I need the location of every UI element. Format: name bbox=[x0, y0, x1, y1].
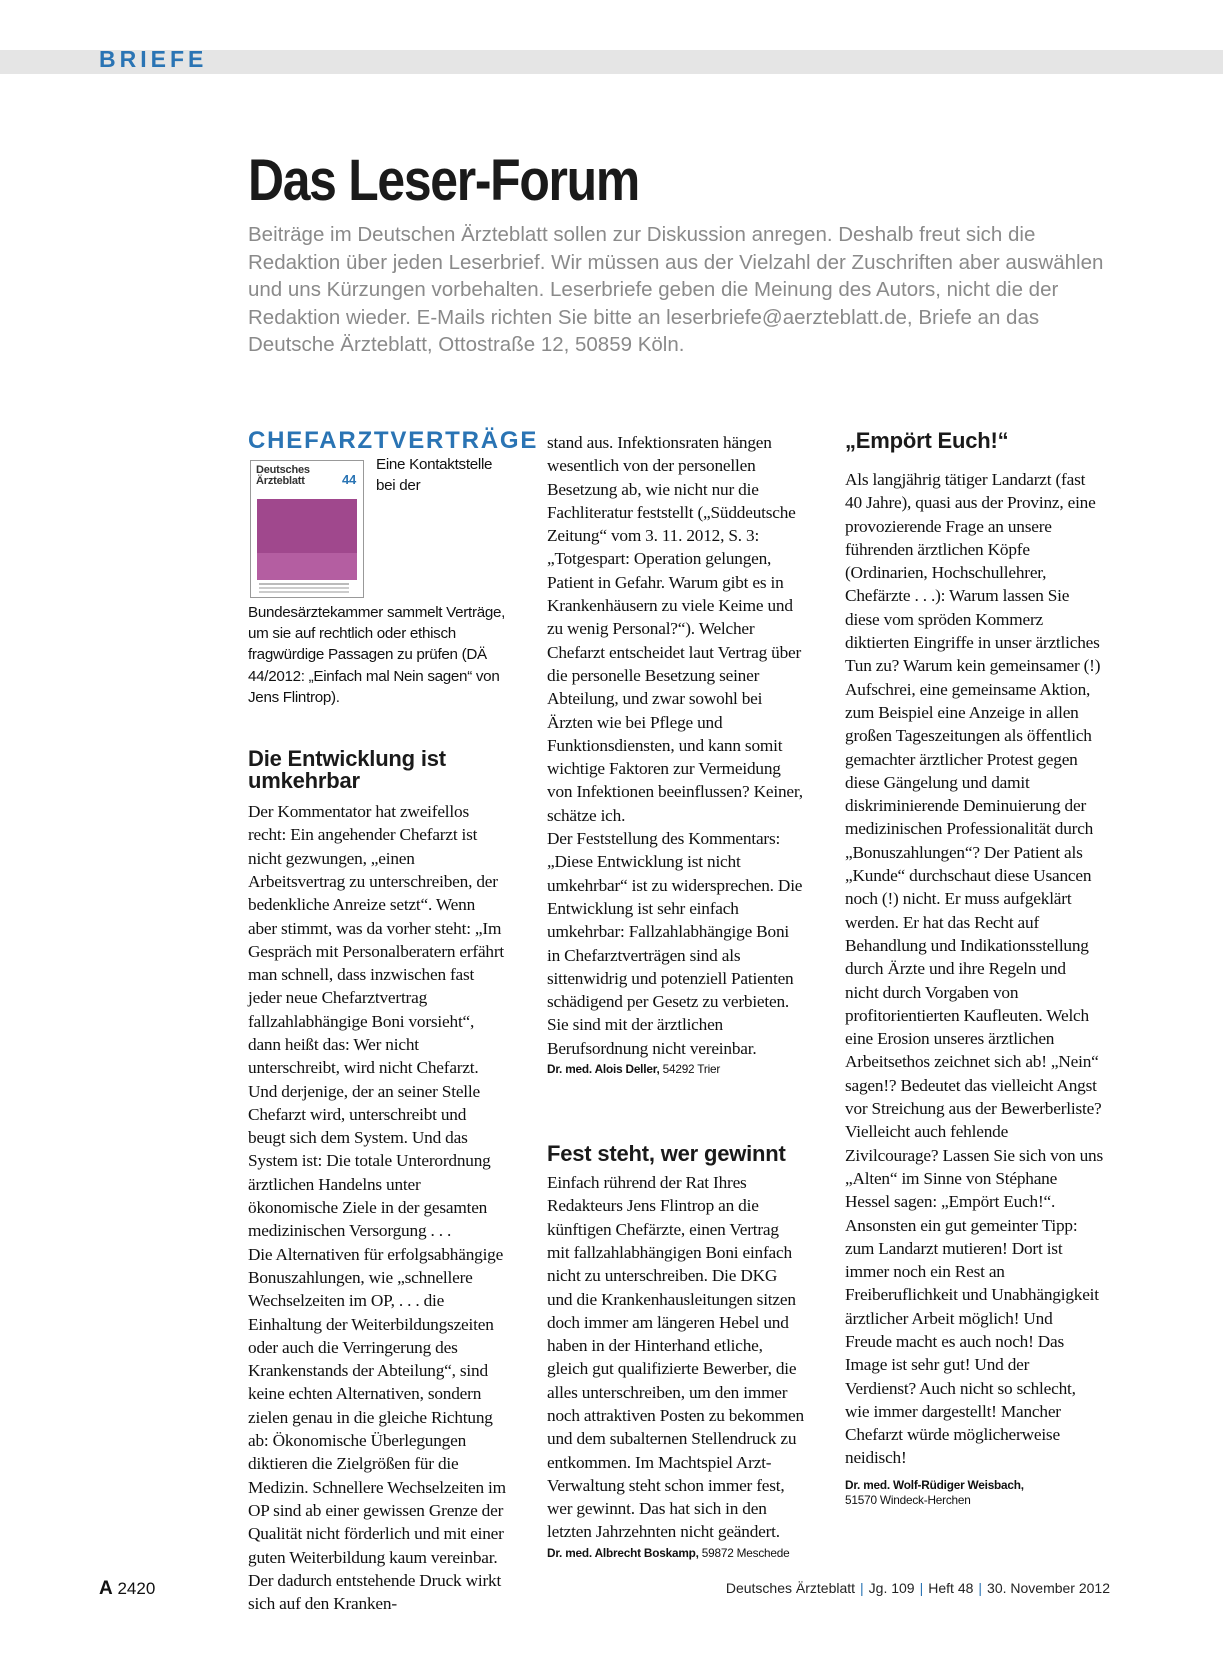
letter-3-paragraph-1: Als langjährig tätiger Landarzt (fast 40 Jahre), quasi aus der Provinz, eine provozierende Frage an unsere führenden ärztlichen Köpfe (Ordinarien, Hochschullehrer, Chefärzte . . .): Warum lassen Sie diese vom spröden Kommerz diktierten Eingriffe in unser ärztliches Tun zu? Warum kein gemeinsamer (!) Aufschrei, eine gemeinsame Aktion, zum Beispiel eine Anzeige in allen großen Tageszeitungen als öffentlich gemachter ärztlicher Protest gegen diese Gängelung und damit diskriminierende Deminuierung der medizinischen Professionalität durch „Bonuszahlungen“? Der Patient als „Kunde“ durchschaut diese Usancen noch (!) nicht. Er muss aufgeklärt werden. Er hat das Recht auf Behandlung und Indikationsstellung durch Ärzte und ihre Regeln und nicht durch Vorgaben von profitorientierten Kaufleuten. Welch eine Erosion unseres ärztlichen Arbeitsethos zeichnet sich ab! „Nein“ sagen!? Bedeutet das vielleicht Angst vor Streichung aus der Bewerberliste? Vielleicht auch fehlende Zivilcourage? Lassen Sie sich von uns „Alten“ im Sinne von Stéphane Hessel sagen: „Empört Euch!“. Ansonsten ein gut gemeinter Tipp: zum Landarzt mutieren! Dort ist immer noch ein Rest an Freiberuflichkeit und Unabhängigkeit ärztlicher Arbeit möglich! Und Freude macht es auch noch! Das Image ist sehr gut! Und der Verdienst? Auch nicht so schlecht, wie immer dargestellt! Mancher Chefarzt würde möglicherweise neidisch! bbox=[845, 470, 1103, 1468]
letter-2-place: 59872 Meschede bbox=[701, 1545, 790, 1560]
page-number-value: 2420 bbox=[117, 1579, 156, 1598]
cover-issue-number: 44 bbox=[341, 472, 356, 487]
footer-volume: Jg. 109 bbox=[868, 1580, 915, 1596]
letter-3-headline: „Empört Euch!“ bbox=[845, 428, 1009, 453]
topic-lead: Eine Kontaktstelle bei der Bundesärztekammer sammelt Verträge, um sie auf rechtlich oder ethisch fragwürdige Passagen zu prüfen (DÄ 44/2012: „Einfach mal Nein sagen“ von Jens Flintrop). bbox=[248, 456, 506, 706]
letter-1-paragraph-1: Der Kommentator hat zweifellos recht: Ein angehender Chefarzt ist nicht gezwungen, „einen Arbeitsvertrag zu unterschreiben, der bedenkliche Anreize setzt“. Wenn aber stimmt, was da vorher steht: „Im Gespräch mit Personalberatern erfährt man schnell, dass inzwischen fast jeder neue Chefarztvertrag fallzahlabhängige Boni vorsieht“, dann heißt das: Wer nicht unterschreibt, wird nicht Chefarzt. Und derjenige, der an seiner Stelle Chefarzt wird, unterschreibt und beugt sich dem System. Und das System ist: Die totale Unterordnung ärztlichen Handelns unter ökonomische Ziele in der gesamten medizinischen Versorgung . . . bbox=[248, 802, 505, 1241]
letter-2-paragraph-1: Einfach rührend der Rat Ihres Redakteurs Jens Flintrop an die künftigen Chefärzte, einen Vertrag mit fallzahlabhängigen Boni einfach nicht zu unterschreiben. Die DKG und die Krankenhausleitungen sitzen doch immer am längeren Hebel und haben in der Hinterhand etliche, gleich gut qualifizierte Bewerber, die alles unterschreiben, um den immer noch attraktiven Posten zu bekommen und dem subalternen Stellendruck zu entkommen. Im Machtspiel Arzt-Verwaltung steht schon immer fest, wer gewinnt. Das hat sich in den letzten Jahrzehnten nicht geändert. bbox=[547, 1173, 804, 1542]
letter-2-signature bbox=[547, 1546, 805, 1561]
letter-3-author: Dr. med. Wolf-Rüdiger Weisbach, bbox=[845, 1477, 1024, 1492]
topic-kicker: CHEFARZTVERTRÄGE bbox=[248, 427, 539, 454]
footer-info: Deutsches Ärzteblatt | Jg. 109 | Heft 48 | 30. November 2012 bbox=[725, 1580, 1110, 1596]
footer-date: 30. November 2012 bbox=[987, 1580, 1110, 1596]
letter-1-paragraph-4: Der Feststellung des Kommentars: „Diese Entwicklung ist nicht umkehrbar“ ist zu widersprechen. Die Entwicklung ist sehr einfach umkehrbar: Fallzahlabhängige Boni in Chefarztverträgen sind als sittenwidrig und potenziell Patienten schädigend per Gesetz zu verbieten. Sie sind mit der ärztlichen Berufsordnung nicht vereinbar. bbox=[547, 829, 803, 1058]
letter-1-signature bbox=[547, 1062, 805, 1077]
letter-3-signature bbox=[845, 1478, 1103, 1508]
magazine-cover-image bbox=[250, 460, 364, 598]
column-1 bbox=[248, 427, 539, 1615]
letter-2-headline: Fest steht, wer gewinnt bbox=[547, 1141, 786, 1167]
letter-3-place: 51570 Windeck-Herchen bbox=[845, 1492, 971, 1507]
column-3 bbox=[845, 428, 1103, 1508]
cover-brand: Deutsches Ärzteblatt bbox=[256, 464, 310, 487]
footer-journal: Deutsches Ärzteblatt bbox=[725, 1580, 856, 1596]
letter-2-author: Dr. med. Albrecht Boskamp, bbox=[547, 1545, 699, 1560]
letter-1-author: Dr. med. Alois Deller, bbox=[547, 1062, 660, 1077]
cover-text-lines bbox=[259, 583, 349, 585]
letter-1-headline: Die Entwicklung ist umkehrbar bbox=[248, 746, 446, 794]
letter-1-paragraph-3: stand aus. Infektionsraten hängen wesentlich von der personellen Besetzung ab, wie nicht nur die Fachliteratur feststellt („Süddeutsche Zeitung“ vom 3. 11. 2012, S. 3: „Totgespart: Operation gelungen, Patient in Gefahr. Warum gibt es in Krankenhäusern zu viele Keime und zu wenig Personal?“). Welcher Chefarzt entscheidet laut Vertrag über die personelle Besetzung seiner Abteilung, und zwar sowohl bei Ärzten wie bei Pflege und Funktionsdiensten, und kann somit wichtige Faktoren zur Vermeidung von Infektionen beeinflussen? Keiner, schätze ich. bbox=[547, 433, 803, 825]
page-number bbox=[99, 1578, 155, 1600]
letter-1-paragraph-2: Die Alternativen für erfolgsabhängige Bonuszahlungen, wie „schnellere Wechselzeiten im OP, . . . die Einhaltung der Weiterbildungszeiten oder auch die Verringerung des Krankenstands der Abteilung“, sind keine echten Alternativen, sondern zielen genau in die gleiche Richtung ab: Ökonomische Überlegungen diktieren die Zielgrößen für die Medizin. Schnellere Wechselzeiten im OP sind ab einer gewissen Grenze der Qualität nicht förderlich und mit einer guten Weiterbildung kaum vereinbar. Der dadurch entstehende Druck wirkt sich auf den Kranken- bbox=[248, 1244, 506, 1614]
cover-illustration bbox=[257, 499, 357, 553]
page-title: Das Leser-Forum bbox=[248, 148, 639, 213]
footer-issue: Heft 48 bbox=[928, 1580, 974, 1596]
cover-headline-band bbox=[257, 553, 357, 580]
section-label: BRIEFE bbox=[99, 46, 208, 72]
page-prefix: A bbox=[99, 1578, 113, 1599]
column-2 bbox=[547, 431, 805, 1561]
intro-text: Beiträge im Deutschen Ärzteblatt sollen zur Diskussion anregen. Deshalb freut sich die Redaktion über jeden Leserbrief. Wir müssen aus der Vielzahl der Zuschriften aber auswählen und uns Kürzungen vorbehalten. Leserbriefe geben die Meinung des Autors, nicht die der Redaktion wieder. E-Mails richten Sie bitte an leserbriefe@aerzteblatt.de, Briefe an das Deutsche Ärzteblatt, Ottostraße 12, 50859 Köln. bbox=[248, 223, 1104, 356]
letter-1-place: 54292 Trier bbox=[662, 1062, 721, 1077]
